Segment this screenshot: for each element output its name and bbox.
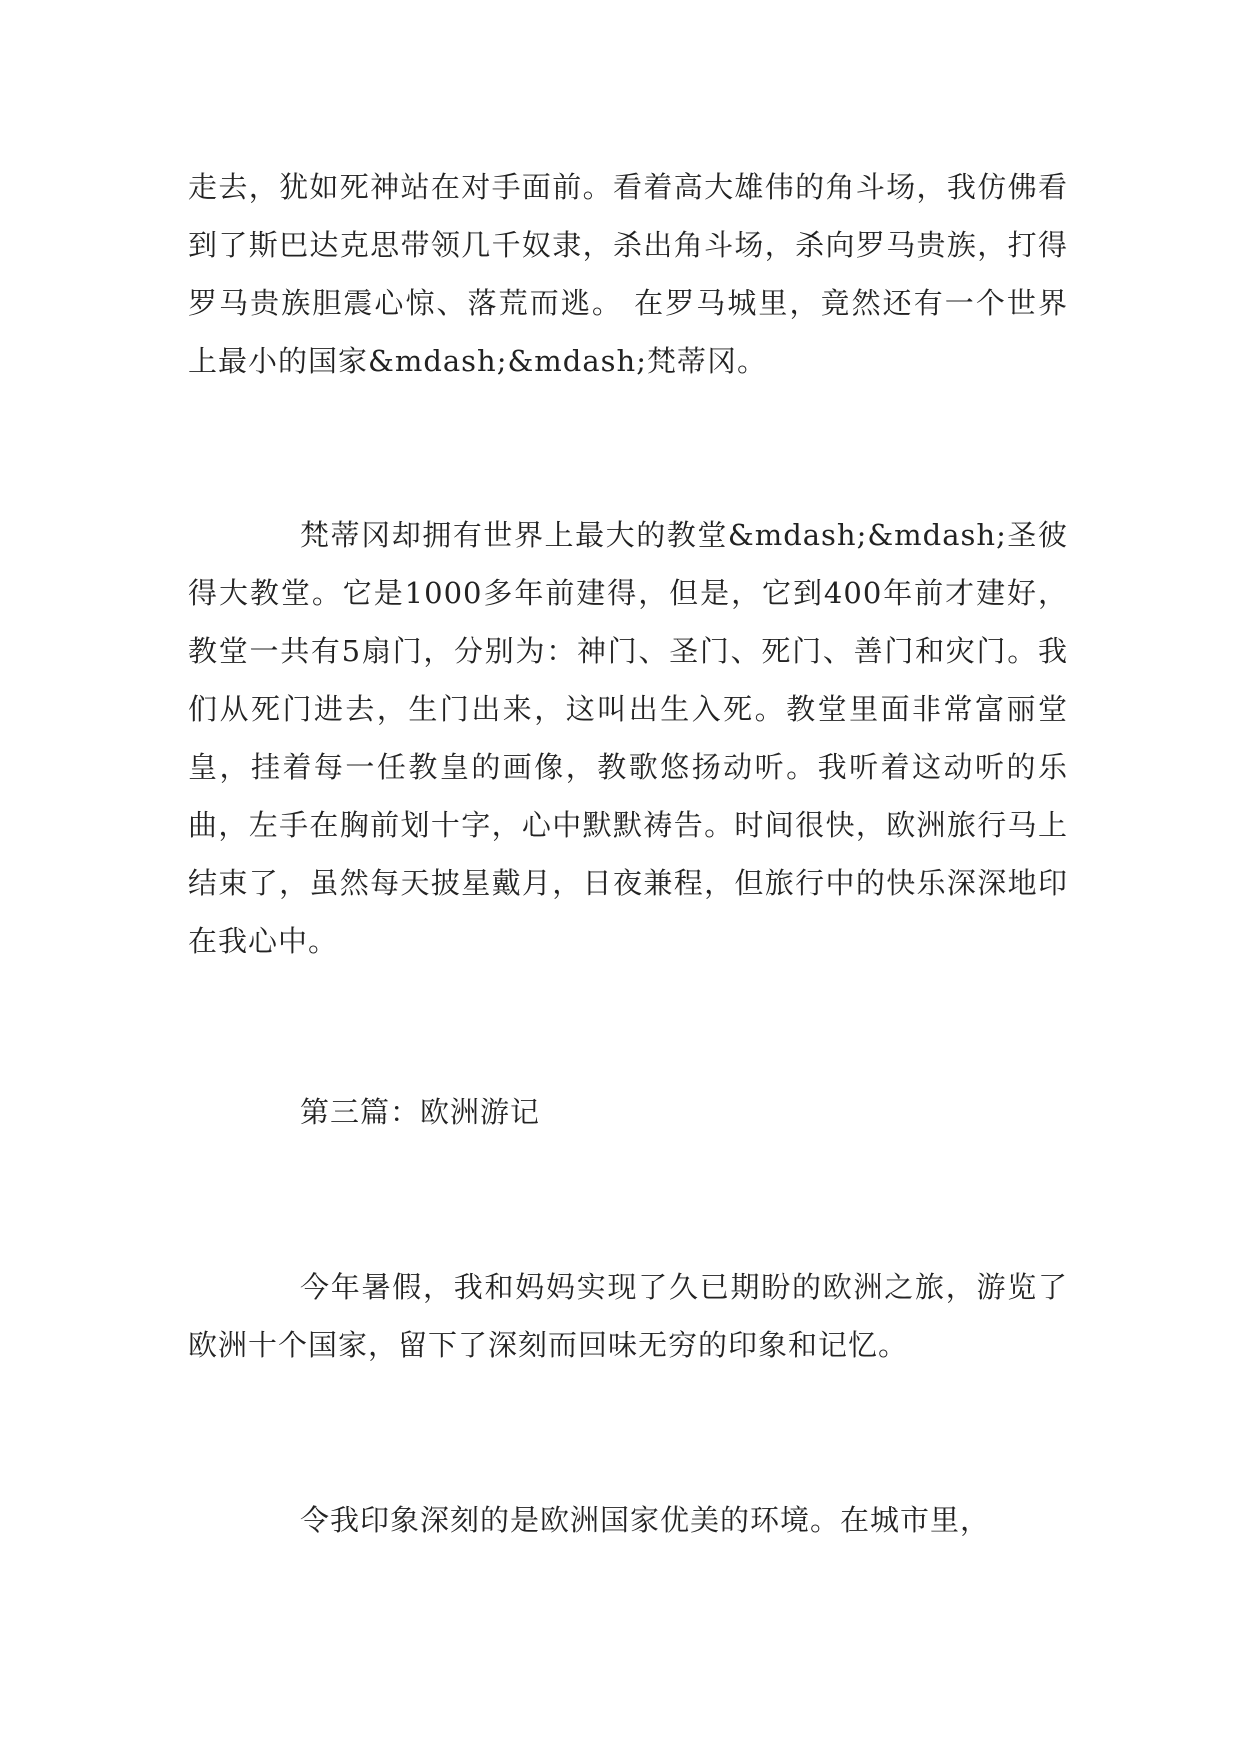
section-heading: 第三篇：欧洲游记 — [300, 1095, 541, 1129]
paragraph-vatican-basilica: 梵蒂冈却拥有世界上最大的教堂&mdash;&mdash;圣彼得大教堂。它是1000多年前建得，但是，它到400年前才建好，教堂一共有5扇门，分别为：神门、圣门、死门、善门和灾门。我们从死门进去，生门出来，这叫出生入死。教堂里面非常富丽堂皇，挂着每一任教皇的画像，教歌悠扬动听。我听着这动听的乐曲，左手在胸前划十字，心中默默祷告。时间很快，欧洲旅行马上结束了，虽然每天披星戴月，日夜兼程，但旅行中的快乐深深地印在我心中。 — [188, 518, 1068, 958]
paragraph-summer-trip: 今年暑假，我和妈妈实现了久已期盼的欧洲之旅，游览了欧洲十个国家，留下了深刻而回味无穷的印象和记忆。 — [188, 1270, 1068, 1362]
paragraph-environment: 令我印象深刻的是欧洲国家优美的环境。在城市里， — [300, 1503, 991, 1537]
paragraph-continuation: 走去，犹如死神站在对手面前。看着高大雄伟的角斗场，我仿佛看到了斯巴达克思带领几千奴隶，杀出角斗场，杀向罗马贵族，打得罗马贵族胆震心惊、落荒而逃。 在罗马城里，竟然还有一个世界上最小的国家&mdash;&mdash;梵蒂冈。 — [188, 170, 1068, 378]
